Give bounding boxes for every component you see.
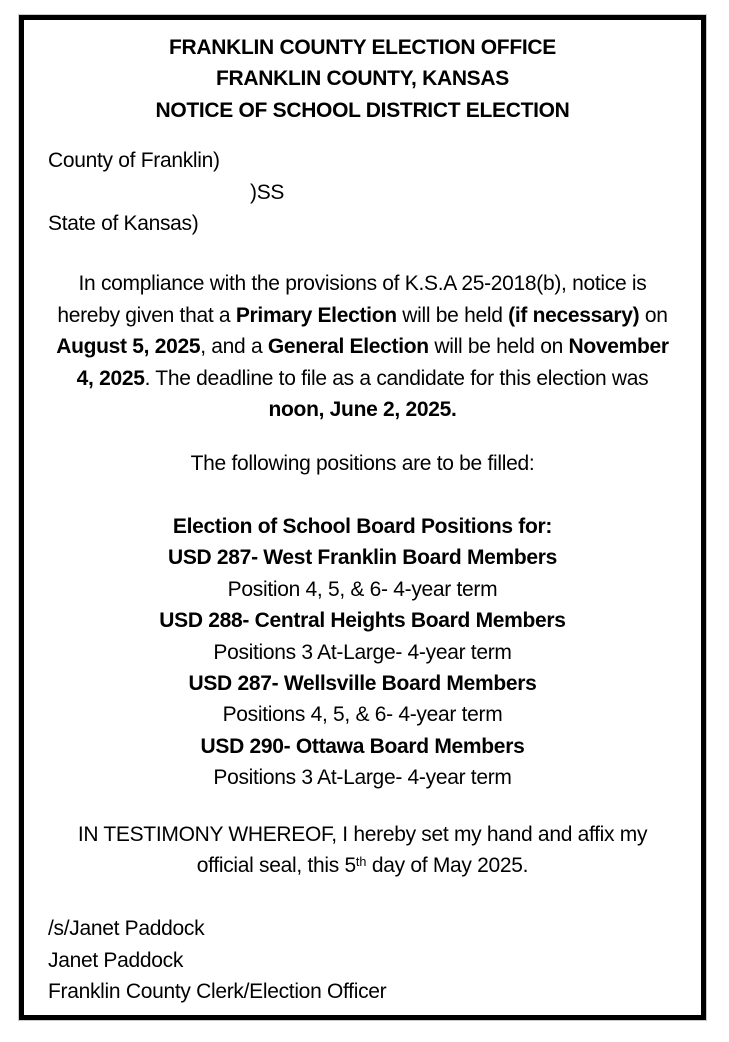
text-run-bold: General Election	[267, 335, 429, 359]
text-run-bold: (if necessary)	[508, 303, 640, 327]
signature-block	[48, 913, 677, 1007]
text-run: will be held on	[428, 335, 569, 359]
compliance-line-1	[48, 268, 677, 299]
notice-document	[19, 15, 706, 1020]
signature-ss-line: /s/Janet Paddock	[48, 917, 205, 941]
text-run-bold: August 5, 2025	[56, 335, 201, 359]
positions-intro-line: The following positions are to be filled:	[190, 452, 535, 476]
west-franklin-term-line: Position 4, 5, & 6- 4-year term	[227, 577, 498, 601]
header-notice-line: NOTICE OF SCHOOL DISTRICT ELECTION	[155, 98, 570, 122]
venue-county-line: County of Franklin)	[48, 149, 220, 173]
text-run-bold: noon, June 2, 2025.	[268, 398, 457, 422]
ordinal-superscript: th	[355, 855, 367, 870]
header-office-line: FRANKLIN COUNTY ELECTION OFFICE	[169, 36, 556, 59]
signature-title-line: Franklin County Clerk/Election Officer	[48, 980, 387, 1004]
positions-list	[48, 511, 677, 794]
testimony-paragraph	[48, 819, 677, 885]
usd290-ottawa-line: USD 290- Ottawa Board Members	[200, 734, 525, 758]
text-run: day of May 2025.	[366, 853, 529, 877]
compliance-paragraph	[48, 268, 677, 425]
text-run-bold: Primary Election	[235, 303, 397, 327]
compliance-line-2	[48, 300, 677, 331]
wellsville-term-line: Positions 4, 5, & 6- 4-year term	[222, 703, 503, 727]
usd287-west-franklin-line: USD 287- West Franklin Board Members	[167, 546, 558, 570]
venue-state-line: State of Kansas)	[48, 212, 199, 236]
compliance-line-5	[48, 394, 677, 425]
text-run: In compliance with the provisions of K.S.A 25-2018(b), notice is	[78, 272, 647, 296]
testimony-line-2	[48, 850, 677, 884]
header-county-line: FRANKLIN COUNTY, KANSAS	[216, 67, 509, 91]
venue-ss-line: )SS	[250, 180, 285, 204]
text-run-bold: November	[568, 335, 669, 359]
ottawa-term-line: Positions 3 At-Large- 4-year term	[213, 766, 512, 790]
venue-block	[48, 145, 677, 239]
text-run: on	[639, 303, 668, 327]
compliance-line-3	[48, 331, 677, 362]
document-header	[48, 32, 677, 126]
text-run: , and a	[200, 335, 268, 359]
usd287-wellsville-line: USD 287- Wellsville Board Members	[188, 671, 537, 695]
positions-heading: Election of School Board Positions for:	[172, 514, 553, 538]
usd288-central-heights-line: USD 288- Central Heights Board Members	[159, 609, 566, 633]
central-heights-term-line: Positions 3 At-Large- 4-year term	[213, 640, 512, 664]
compliance-line-4	[48, 363, 677, 394]
text-run: official seal, this 5	[196, 853, 356, 877]
signature-name-line: Janet Paddock	[48, 948, 184, 972]
testimony-line-1: IN TESTIMONY WHEREOF, I hereby set my hand and affix my	[77, 822, 648, 846]
text-run: hereby given that a	[57, 303, 236, 327]
text-run: will be held	[396, 303, 509, 327]
text-run-bold: 4, 2025	[76, 366, 145, 390]
text-run: . The deadline to file as a candidate for this election was	[144, 366, 649, 390]
